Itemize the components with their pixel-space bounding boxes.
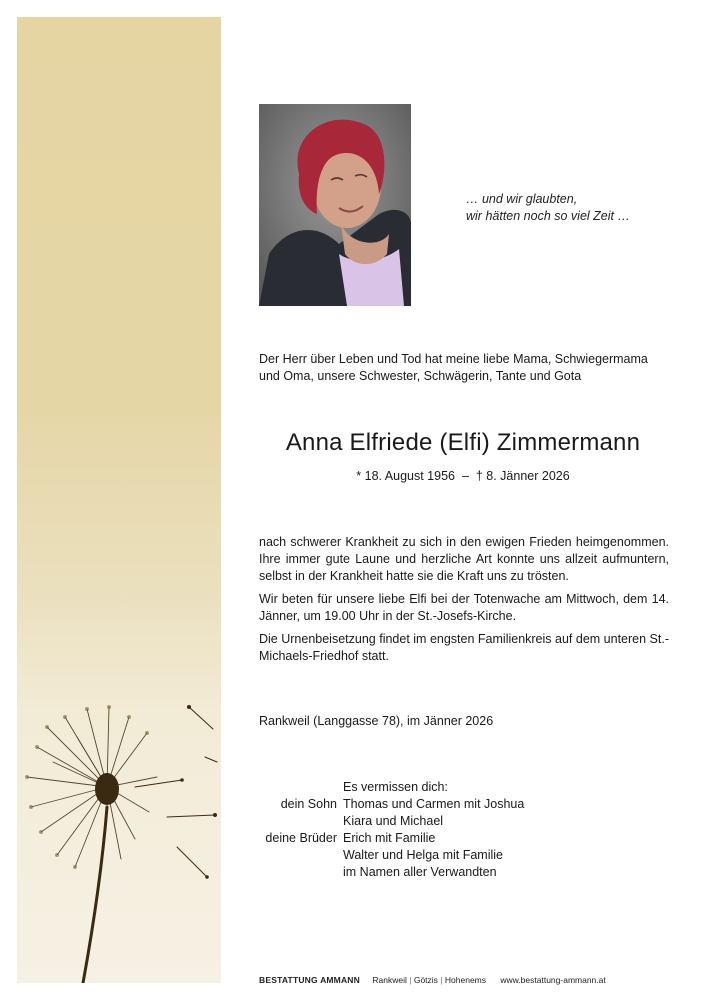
mourner-relation	[259, 813, 343, 830]
mourners-list	[259, 779, 679, 881]
mourner-row	[259, 796, 679, 813]
portrait-photo	[259, 104, 411, 306]
footer-separator: |	[409, 975, 412, 985]
mourner-names: im Namen aller Verwandten	[343, 865, 497, 879]
mourner-row	[259, 830, 679, 847]
footer-website: www.bestattung-ammann.at	[500, 975, 606, 985]
birth-date: * 18. August 1956	[356, 469, 455, 483]
footer-town: Rankweil	[372, 975, 407, 985]
quote-line-2: wir hätten noch so viel Zeit …	[466, 209, 630, 223]
paragraph: nach schwerer Krankheit zu sich in den ewigen Frieden heimgenommen. Ihre immer gute Laune und herzliche Art konnte uns allzeit aufmuntern, selbst in der Krankheit hatte sie die Kraft uns zu trösten.	[259, 535, 669, 583]
life-dates	[259, 468, 667, 485]
place-and-date: Rankweil (Langgasse 78), im Jänner 2026	[259, 714, 494, 728]
death-date: † 8. Jänner 2026	[475, 469, 570, 483]
mourner-row	[259, 864, 679, 881]
mourner-relation: deine Brüder	[265, 831, 337, 845]
mourner-names: Erich mit Familie	[343, 831, 436, 845]
quote-line-1: … und wir glaubten,	[466, 192, 578, 206]
mourner-row	[259, 813, 679, 830]
decorative-side-band	[17, 17, 221, 983]
footer-town: Götzis	[413, 975, 438, 985]
mourner-relation	[259, 847, 343, 864]
funeral-home-brand: BESTATTUNG AMMANN	[259, 975, 360, 985]
paragraph: Wir beten für unsere liebe Elfi bei der Totenwache am Mittwoch, dem 14. Jänner, um 19.00 Uhr in der St.-Josefs-Kirche.	[259, 592, 669, 623]
footer-separator: |	[440, 975, 443, 985]
mourner-names: Kiara und Michael	[343, 814, 444, 828]
paragraph: Die Urnenbeisetzung findet im engsten Familienkreis auf dem unteren St.-Michaels-Friedhof statt.	[259, 632, 669, 663]
dandelion-illustration	[17, 17, 221, 983]
mourner-names: Walter und Helga mit Familie	[343, 848, 504, 862]
announcement-body	[259, 534, 669, 671]
footer-locations	[372, 975, 488, 985]
footer-town: Hohenems	[444, 975, 486, 985]
mourner-relation: dein Sohn	[280, 797, 337, 811]
footer	[259, 975, 619, 985]
mourners-heading-row	[259, 779, 679, 796]
memorial-quote	[466, 191, 666, 225]
mourner-names: Thomas und Carmen mit Joshua	[343, 797, 525, 811]
date-separator: –	[461, 469, 469, 483]
mourner-row	[259, 847, 679, 864]
intro-text: Der Herr über Leben und Tod hat meine liebe Mama, Schwiegermama und Oma, unsere Schwester, Schwägerin, Tante und Gota	[259, 352, 648, 383]
mourner-relation	[259, 864, 343, 881]
mourners-heading: Es vermissen dich:	[343, 780, 448, 794]
deceased-name: Anna Elfriede (Elfi) Zimmermann	[285, 429, 641, 456]
